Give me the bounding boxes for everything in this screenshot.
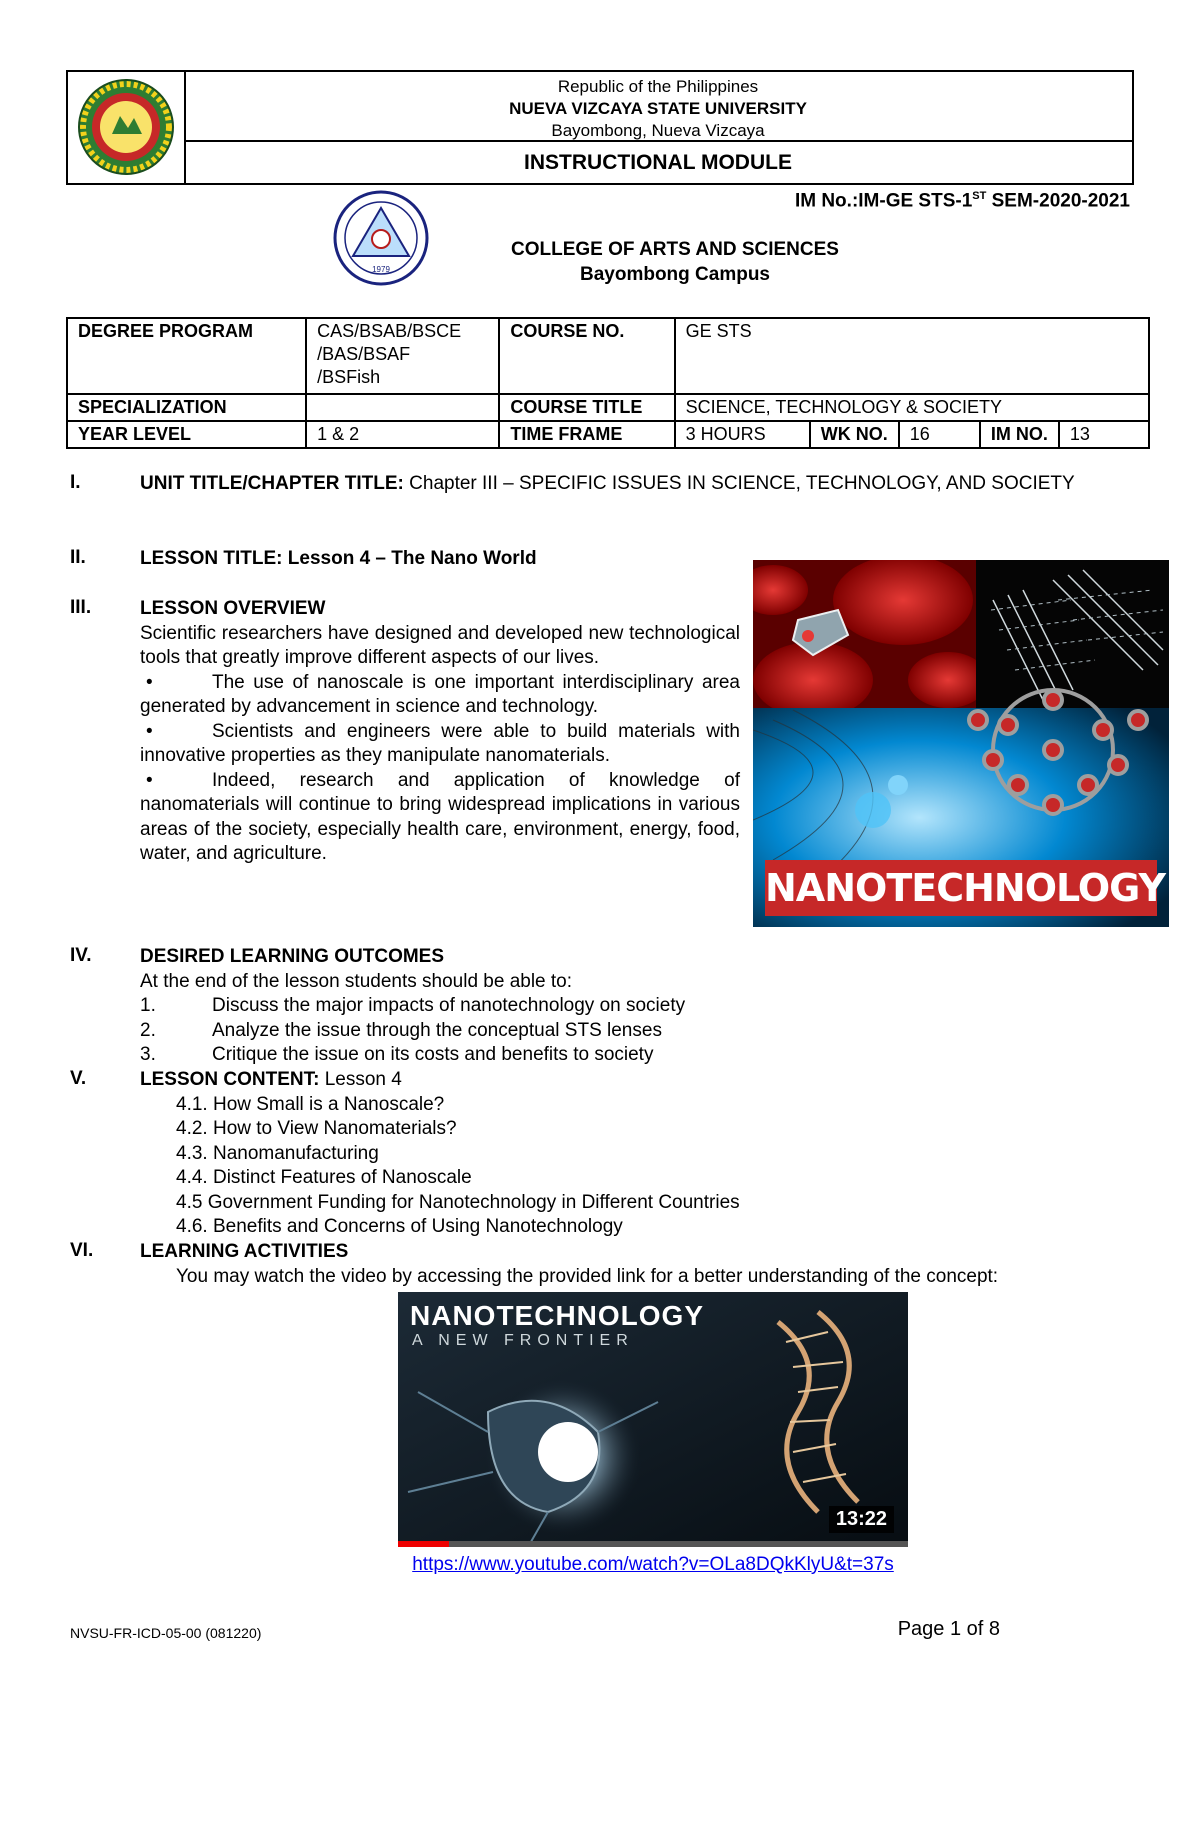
- section-6-text: You may watch the video by accessing the provided link for a better understanding of the concept:: [176, 1265, 999, 1287]
- section-2-heading: LESSON TITLE: Lesson 4 – The Nano World: [140, 548, 537, 569]
- section-5-text: Lesson 4: [319, 1069, 402, 1090]
- section-1-heading: UNIT TITLE/CHAPTER TITLE:: [140, 473, 404, 494]
- college-campus: Bayombong Campus: [579, 264, 771, 285]
- bullet-icon: •: [146, 769, 153, 791]
- outcome-text: Discuss the major impacts of nanotechnology on society: [212, 995, 686, 1016]
- university-name: NUEVA VIZCAYA STATE UNIVERSITY: [509, 99, 807, 118]
- outcome-number: 3.: [140, 1044, 156, 1065]
- table-row: [67, 318, 1149, 394]
- section-1: [140, 472, 1135, 497]
- specialization-value: [306, 394, 499, 421]
- content-item: 4.2. How to View Nanomaterials?: [176, 1118, 457, 1139]
- overview-bullet-text: The use of nanoscale is one important interdisciplinary area generated by advancement in science and technology.: [140, 671, 740, 717]
- content-item: 4.4. Distinct Features of Nanoscale: [176, 1167, 472, 1188]
- im-no-value: 13: [1059, 421, 1149, 448]
- form-code: NVSU-FR-ICD-05-00 (081220): [70, 1625, 262, 1641]
- bullet-icon: •: [146, 720, 153, 742]
- outcomes-intro: At the end of the lesson students should be able to:: [140, 970, 573, 992]
- section-6-number: VI.: [70, 1240, 94, 1261]
- module-title: INSTRUCTIONAL MODULE: [524, 151, 792, 174]
- year-level-label: YEAR LEVEL: [67, 421, 306, 448]
- table-row: [67, 394, 1149, 421]
- content-item: 4.3. Nanomanufacturing: [176, 1142, 379, 1164]
- university-logo-cell: [68, 72, 186, 183]
- im-number-sup: ST: [972, 190, 987, 202]
- video-title: NANOTECHNOLOGY: [410, 1300, 704, 1331]
- section-5-heading: LESSON CONTENT:: [140, 1069, 320, 1090]
- overview-bullet-text: Scientists and engineers were able to build materials with innovative properties as they manipulate nanomaterials.: [140, 720, 740, 766]
- overview-bullet: [140, 769, 740, 867]
- nanotechnology-collage-image: [753, 560, 1169, 927]
- collage-caption: NANOTECHNOLOGY: [765, 866, 1166, 910]
- im-no-label: IM NO.: [980, 421, 1059, 448]
- outcome-item: [140, 1019, 1140, 1044]
- outcome-item: [140, 1043, 1140, 1068]
- section-6-heading: LEARNING ACTIVITIES: [140, 1241, 349, 1262]
- overview-bullet-text: Indeed, research and application of knowledge of nanomaterials will continue to bring widespread implications in various areas of the society, especially health care, environment, energy, food, water, and agriculture.: [140, 769, 740, 864]
- video-subtitle: A NEW FRONTIER: [412, 1332, 634, 1349]
- im-number-suffix: SEM-2020-2021: [986, 190, 1130, 212]
- overview-bullet: [140, 720, 740, 769]
- outcome-number: 2.: [140, 1019, 156, 1041]
- section-6: [140, 1240, 1150, 1289]
- section-4-number: IV.: [70, 945, 92, 966]
- course-no-label: COURSE NO.: [499, 318, 674, 394]
- week-no-label: WK NO.: [810, 421, 899, 448]
- year-level-value: 1 & 2: [306, 421, 499, 448]
- time-frame-label: TIME FRAME: [499, 421, 674, 448]
- specialization-label: SPECIALIZATION: [67, 394, 306, 421]
- section-3: [140, 597, 740, 867]
- document-header: [66, 70, 1134, 185]
- section-3-heading: LESSON OVERVIEW: [140, 598, 326, 619]
- time-frame-value: 3 HOURS: [675, 421, 810, 448]
- svg-text:1979: 1979: [372, 265, 390, 274]
- degree-program-value: CAS/BSAB/BSCE /BAS/BSAF /BSFish: [306, 318, 499, 394]
- video-duration-badge: 13:22: [829, 1506, 894, 1533]
- im-number-prefix: IM No.:IM-GE STS-1: [794, 190, 973, 212]
- im-number: [795, 190, 1130, 212]
- table-row: [67, 421, 1149, 448]
- overview-bullet: [140, 671, 740, 720]
- video-link[interactable]: https://www.youtube.com/watch?v=OLa8DQkKlyU&t=37s: [412, 1554, 894, 1575]
- course-info-table: [66, 317, 1150, 449]
- content-item: 4.6. Benefits and Concerns of Using Nanotechnology: [176, 1216, 623, 1237]
- outcome-number: 1.: [140, 995, 156, 1016]
- section-4: [140, 945, 1140, 1068]
- university-seal-icon: [68, 72, 184, 183]
- section-5-number: V.: [70, 1068, 87, 1089]
- overview-intro: Scientific researchers have designed and developed new technological tools that greatly improve different aspects of our lives.: [140, 622, 740, 668]
- content-item: 4.1. How Small is a Nanoscale?: [176, 1093, 445, 1115]
- course-no-value: GE STS: [675, 318, 1149, 394]
- section-1-text: Chapter III – SPECIFIC ISSUES IN SCIENCE, TECHNOLOGY, AND SOCIETY: [403, 473, 1075, 494]
- bullet-icon: •: [146, 671, 153, 693]
- course-title-label: COURSE TITLE: [499, 394, 674, 421]
- section-5: [140, 1068, 1140, 1240]
- content-item: 4.5 Government Funding for Nanotechnology in Different Countries: [176, 1191, 740, 1213]
- week-no-value: 16: [899, 421, 980, 448]
- section-1-number: I.: [70, 472, 81, 493]
- section-2-number: II.: [70, 547, 86, 568]
- outcome-text: Critique the issue on its costs and benefits to society: [212, 1044, 654, 1065]
- page-number: Page 1 of 8: [897, 1618, 1000, 1640]
- university-location: Bayombong, Nueva Vizcaya: [551, 121, 765, 140]
- degree-program-label: DEGREE PROGRAM: [67, 318, 306, 394]
- college-block: [400, 237, 950, 287]
- outcome-item: [140, 994, 1140, 1019]
- college-name: COLLEGE OF ARTS AND SCIENCES: [511, 239, 839, 260]
- section-3-number: III.: [70, 597, 92, 618]
- section-4-heading: DESIRED LEARNING OUTCOMES: [140, 946, 445, 967]
- course-title-value: SCIENCE, TECHNOLOGY & SOCIETY: [675, 394, 1149, 421]
- republic-text: Republic of the Philippines: [557, 77, 759, 96]
- video-thumbnail[interactable]: [398, 1292, 908, 1547]
- video-progress-bar[interactable]: [398, 1541, 449, 1547]
- outcome-text: Analyze the issue through the conceptual STS lenses: [212, 1019, 662, 1041]
- university-info: [184, 72, 1132, 142]
